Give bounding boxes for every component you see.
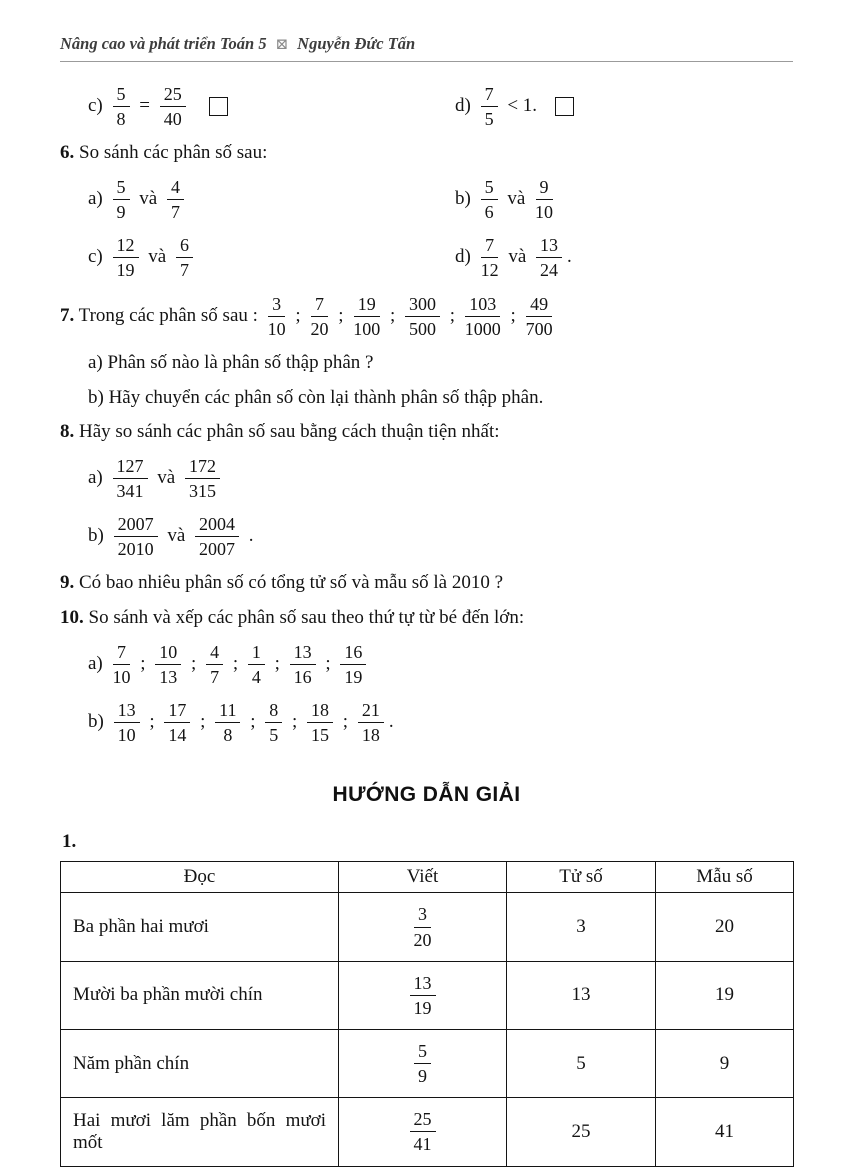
fraction-numerator: 13 bbox=[290, 642, 316, 665]
fraction-numerator: 4 bbox=[167, 177, 184, 200]
fraction-numerator: 13 bbox=[114, 700, 140, 723]
fraction-denominator: 8 bbox=[116, 109, 126, 130]
solution-table bbox=[60, 861, 794, 1166]
fraction-numerator: 2004 bbox=[195, 514, 239, 537]
fraction bbox=[265, 700, 282, 745]
fraction bbox=[414, 1041, 431, 1086]
fraction-denominator: 2010 bbox=[117, 539, 154, 560]
fraction-numerator: 17 bbox=[164, 700, 190, 723]
fraction-denominator: 13 bbox=[159, 666, 178, 687]
fraction bbox=[465, 294, 501, 339]
fraction-denominator: 20 bbox=[310, 318, 329, 339]
cell-numerator: 25 bbox=[507, 1098, 656, 1166]
text-run: và bbox=[162, 525, 191, 547]
fraction-numerator: 7 bbox=[481, 84, 498, 107]
exercise-line bbox=[60, 140, 793, 166]
text-run: = bbox=[134, 95, 155, 117]
text-run: < 1. bbox=[502, 95, 538, 117]
cell-reading: Mười ba phần mười chín bbox=[61, 961, 339, 1029]
text-run: và bbox=[152, 466, 180, 488]
question-number: 10. bbox=[60, 607, 84, 629]
cell-written-fraction bbox=[339, 961, 507, 1029]
text-run: c) bbox=[88, 246, 108, 268]
fraction-denominator: 100 bbox=[353, 318, 381, 339]
exercise-list bbox=[60, 82, 793, 747]
text-run: a) Phân số nào là phân số thập phân ? bbox=[88, 351, 374, 373]
exercise-column-left bbox=[88, 175, 455, 224]
exercise-line bbox=[60, 570, 793, 596]
text-run: b) bbox=[88, 525, 109, 547]
fraction-denominator: 10 bbox=[267, 318, 286, 339]
fraction bbox=[114, 514, 158, 559]
fraction-numerator: 18 bbox=[307, 700, 333, 723]
fraction-denominator: 24 bbox=[540, 260, 559, 281]
text-run: ; bbox=[290, 304, 306, 326]
fraction-denominator: 7 bbox=[170, 202, 180, 223]
exercise-column-left bbox=[88, 233, 455, 282]
text-run: ; bbox=[333, 304, 349, 326]
fraction-numerator: 5 bbox=[113, 84, 130, 107]
cell-denominator: 9 bbox=[656, 1029, 794, 1097]
fraction bbox=[481, 177, 498, 222]
header-rule bbox=[60, 61, 793, 62]
fraction-denominator: 6 bbox=[484, 202, 494, 223]
question-number: 6. bbox=[60, 142, 75, 164]
fraction-denominator: 18 bbox=[361, 725, 380, 746]
fraction-numerator: 21 bbox=[358, 700, 384, 723]
text-run: ; bbox=[269, 652, 285, 674]
fraction-denominator: 341 bbox=[116, 480, 144, 501]
text-run: Trong các phân số sau : bbox=[74, 304, 263, 326]
fraction-numerator: 13 bbox=[410, 973, 436, 996]
fraction bbox=[410, 973, 436, 1018]
cell-denominator: 41 bbox=[656, 1098, 794, 1166]
text-run: và bbox=[502, 187, 531, 209]
fraction-numerator: 12 bbox=[113, 235, 139, 258]
fraction-numerator: 4 bbox=[206, 642, 223, 665]
text-run: ; bbox=[186, 652, 202, 674]
text-run: và bbox=[503, 246, 532, 268]
table-header-cell: Đọc bbox=[61, 862, 339, 893]
fraction bbox=[176, 235, 193, 280]
table-row bbox=[61, 1029, 794, 1097]
fraction-denominator: 9 bbox=[116, 202, 126, 223]
fraction-denominator: 1000 bbox=[464, 318, 501, 339]
text-run: d) bbox=[455, 246, 476, 268]
fraction-numerator: 10 bbox=[155, 642, 181, 665]
fraction-denominator: 20 bbox=[413, 929, 432, 950]
fraction-numerator: 5 bbox=[481, 177, 498, 200]
text-run: Hãy so sánh các phân số sau bằng cách thuận tiện nhất: bbox=[74, 421, 500, 443]
text-run: ; bbox=[320, 652, 336, 674]
text-run: ; bbox=[445, 304, 460, 326]
fraction-denominator: 19 bbox=[413, 997, 432, 1018]
question-number: 8. bbox=[60, 421, 75, 443]
fraction bbox=[410, 1109, 436, 1154]
exercise-column-right bbox=[455, 233, 793, 282]
fraction-numerator: 49 bbox=[526, 294, 552, 317]
text-run: a) bbox=[88, 652, 108, 674]
fraction-denominator: 10 bbox=[535, 202, 554, 223]
exercise-line bbox=[60, 82, 793, 131]
fraction-numerator: 25 bbox=[160, 84, 186, 107]
answer-box bbox=[555, 97, 574, 116]
fraction-numerator: 5 bbox=[113, 177, 130, 200]
fraction bbox=[536, 235, 562, 280]
table-row bbox=[61, 961, 794, 1029]
fraction-denominator: 12 bbox=[480, 260, 499, 281]
exercise-line bbox=[60, 175, 793, 224]
fraction bbox=[290, 642, 316, 687]
fraction bbox=[340, 642, 366, 687]
exercise-column-right bbox=[455, 175, 793, 224]
text-run: ; bbox=[135, 652, 151, 674]
fraction-denominator: 15 bbox=[311, 725, 330, 746]
cell-numerator: 5 bbox=[507, 1029, 656, 1097]
fraction bbox=[414, 904, 432, 949]
fraction bbox=[155, 642, 181, 687]
exercise-line bbox=[60, 350, 793, 376]
cell-numerator: 13 bbox=[507, 961, 656, 1029]
exercise-line bbox=[60, 512, 793, 561]
fraction-numerator: 172 bbox=[185, 456, 220, 479]
fraction-numerator: 7 bbox=[481, 235, 498, 258]
text-run: b) bbox=[88, 711, 109, 733]
fraction bbox=[113, 177, 130, 222]
text-run: a) bbox=[88, 187, 108, 209]
fraction-denominator: 16 bbox=[293, 666, 312, 687]
text-run: So sánh các phân số sau: bbox=[74, 142, 268, 164]
cell-reading: Năm phần chín bbox=[61, 1029, 339, 1097]
cell-reading: Hai mươi lăm phần bốn mươi mốt bbox=[61, 1098, 339, 1166]
fraction-denominator: 5 bbox=[484, 109, 494, 130]
table-header-cell: Viết bbox=[339, 862, 507, 893]
fraction-numerator: 5 bbox=[414, 1041, 431, 1064]
fraction-numerator: 9 bbox=[536, 177, 553, 200]
solution-heading: HƯỚNG DẪN GIẢI bbox=[332, 783, 521, 807]
fraction-numerator: 127 bbox=[113, 456, 148, 479]
text-run: b) Hãy chuyển các phân số còn lại thành phân số thập phân. bbox=[88, 386, 544, 408]
cell-denominator: 20 bbox=[656, 893, 794, 961]
fraction-numerator: 1 bbox=[248, 642, 265, 665]
text-run: và bbox=[134, 187, 162, 209]
fraction-numerator: 300 bbox=[405, 294, 440, 317]
fraction bbox=[353, 294, 380, 339]
table-row bbox=[61, 893, 794, 961]
fraction-numerator: 11 bbox=[215, 700, 240, 723]
text-run: a) bbox=[88, 466, 108, 488]
cell-reading: Ba phần hai mươi bbox=[61, 893, 339, 961]
cell-numerator: 3 bbox=[507, 893, 656, 961]
fraction bbox=[113, 456, 148, 501]
fraction-numerator: 16 bbox=[340, 642, 366, 665]
exercise-column-right bbox=[455, 82, 793, 131]
page-header bbox=[60, 34, 793, 61]
fraction-denominator: 315 bbox=[188, 480, 216, 501]
text-run: ; bbox=[505, 304, 521, 326]
answer-box bbox=[209, 97, 228, 116]
fraction-numerator: 6 bbox=[176, 235, 193, 258]
fraction-denominator: 7 bbox=[179, 260, 189, 281]
exercise-line bbox=[60, 233, 793, 282]
exercise-column-left bbox=[88, 82, 455, 131]
cell-written-fraction bbox=[339, 893, 507, 961]
fraction-denominator: 40 bbox=[163, 109, 182, 130]
table-header-cell: Tử số bbox=[507, 862, 656, 893]
solution-table-body bbox=[61, 893, 794, 1166]
fraction bbox=[307, 700, 333, 745]
fraction bbox=[167, 177, 184, 222]
text-run: ; bbox=[287, 711, 303, 733]
text-run: và bbox=[143, 246, 171, 268]
fraction bbox=[481, 235, 499, 280]
solution-item-number: 1. bbox=[62, 831, 77, 853]
fraction bbox=[113, 235, 139, 280]
fraction-numerator: 103 bbox=[465, 294, 500, 317]
exercise-line bbox=[60, 698, 793, 747]
text-run: ; bbox=[228, 652, 243, 674]
fraction-denominator: 2007 bbox=[199, 539, 236, 560]
fraction bbox=[164, 700, 190, 745]
text-run: ; bbox=[338, 711, 353, 733]
fraction bbox=[526, 294, 553, 339]
fraction-numerator: 7 bbox=[311, 294, 328, 317]
fraction-denominator: 9 bbox=[418, 1066, 427, 1087]
text-run: c) bbox=[88, 95, 108, 117]
fraction bbox=[405, 294, 440, 339]
cell-written-fraction bbox=[339, 1029, 507, 1097]
fraction-denominator: 700 bbox=[525, 318, 553, 339]
exercise-line bbox=[60, 605, 793, 631]
text-run: d) bbox=[455, 95, 476, 117]
fraction-denominator: 10 bbox=[112, 666, 131, 687]
fraction-numerator: 25 bbox=[410, 1109, 436, 1132]
text-run: So sánh và xếp các phân số sau theo thứ tự từ bé đến lớn: bbox=[83, 607, 525, 629]
exercise-line bbox=[60, 419, 793, 445]
text-run: . bbox=[244, 525, 254, 547]
fraction-denominator: 10 bbox=[117, 725, 136, 746]
fraction bbox=[481, 84, 498, 129]
fraction bbox=[185, 456, 220, 501]
text-run: Có bao nhiêu phân số có tổng tử số và mẫu số là 2010 ? bbox=[74, 572, 504, 594]
cell-denominator: 19 bbox=[656, 961, 794, 1029]
fraction-denominator: 41 bbox=[413, 1134, 432, 1155]
book-title: Nâng cao và phát triển Toán 5 bbox=[60, 34, 267, 53]
text-run: b) bbox=[455, 187, 476, 209]
fraction bbox=[248, 642, 265, 687]
fraction bbox=[160, 84, 186, 129]
fraction bbox=[268, 294, 286, 339]
exercise-line bbox=[60, 640, 793, 689]
question-number: 9. bbox=[60, 572, 75, 594]
fraction bbox=[113, 642, 131, 687]
fraction-numerator: 3 bbox=[414, 904, 431, 927]
fraction-numerator: 2007 bbox=[114, 514, 158, 537]
publisher-icon: ⊠ bbox=[275, 36, 289, 53]
fraction bbox=[215, 700, 240, 745]
text-run: . bbox=[567, 246, 572, 268]
fraction bbox=[195, 514, 239, 559]
table-row bbox=[61, 1098, 794, 1166]
author-name: Nguyễn Đức Tấn bbox=[297, 34, 416, 53]
fraction-denominator: 19 bbox=[116, 260, 135, 281]
fraction-numerator: 3 bbox=[268, 294, 285, 317]
fraction-numerator: 19 bbox=[354, 294, 380, 317]
fraction-denominator: 4 bbox=[251, 666, 261, 687]
fraction bbox=[310, 294, 328, 339]
exercise-line bbox=[60, 385, 793, 411]
fraction-numerator: 13 bbox=[536, 235, 562, 258]
fraction bbox=[358, 700, 384, 745]
question-number: 7. bbox=[60, 304, 75, 326]
fraction bbox=[535, 177, 553, 222]
fraction-numerator: 8 bbox=[265, 700, 282, 723]
exercise-line bbox=[60, 292, 793, 341]
fraction-denominator: 19 bbox=[344, 666, 363, 687]
fraction-numerator: 7 bbox=[113, 642, 130, 665]
exercise-line bbox=[60, 454, 793, 503]
text-run: ; bbox=[245, 711, 261, 733]
fraction-denominator: 5 bbox=[269, 725, 279, 746]
fraction bbox=[113, 84, 130, 129]
fraction-denominator: 14 bbox=[168, 725, 187, 746]
text-run: . bbox=[388, 711, 394, 733]
solution-table-header-row bbox=[61, 862, 794, 893]
table-header-cell: Mẫu số bbox=[656, 862, 794, 893]
fraction bbox=[114, 700, 140, 745]
cell-written-fraction bbox=[339, 1098, 507, 1166]
fraction-denominator: 500 bbox=[409, 318, 436, 339]
text-run: ; bbox=[144, 711, 160, 733]
fraction-denominator: 8 bbox=[223, 725, 233, 746]
text-run: ; bbox=[195, 711, 211, 733]
fraction-denominator: 7 bbox=[210, 666, 220, 687]
fraction bbox=[206, 642, 223, 687]
text-run: ; bbox=[385, 304, 400, 326]
